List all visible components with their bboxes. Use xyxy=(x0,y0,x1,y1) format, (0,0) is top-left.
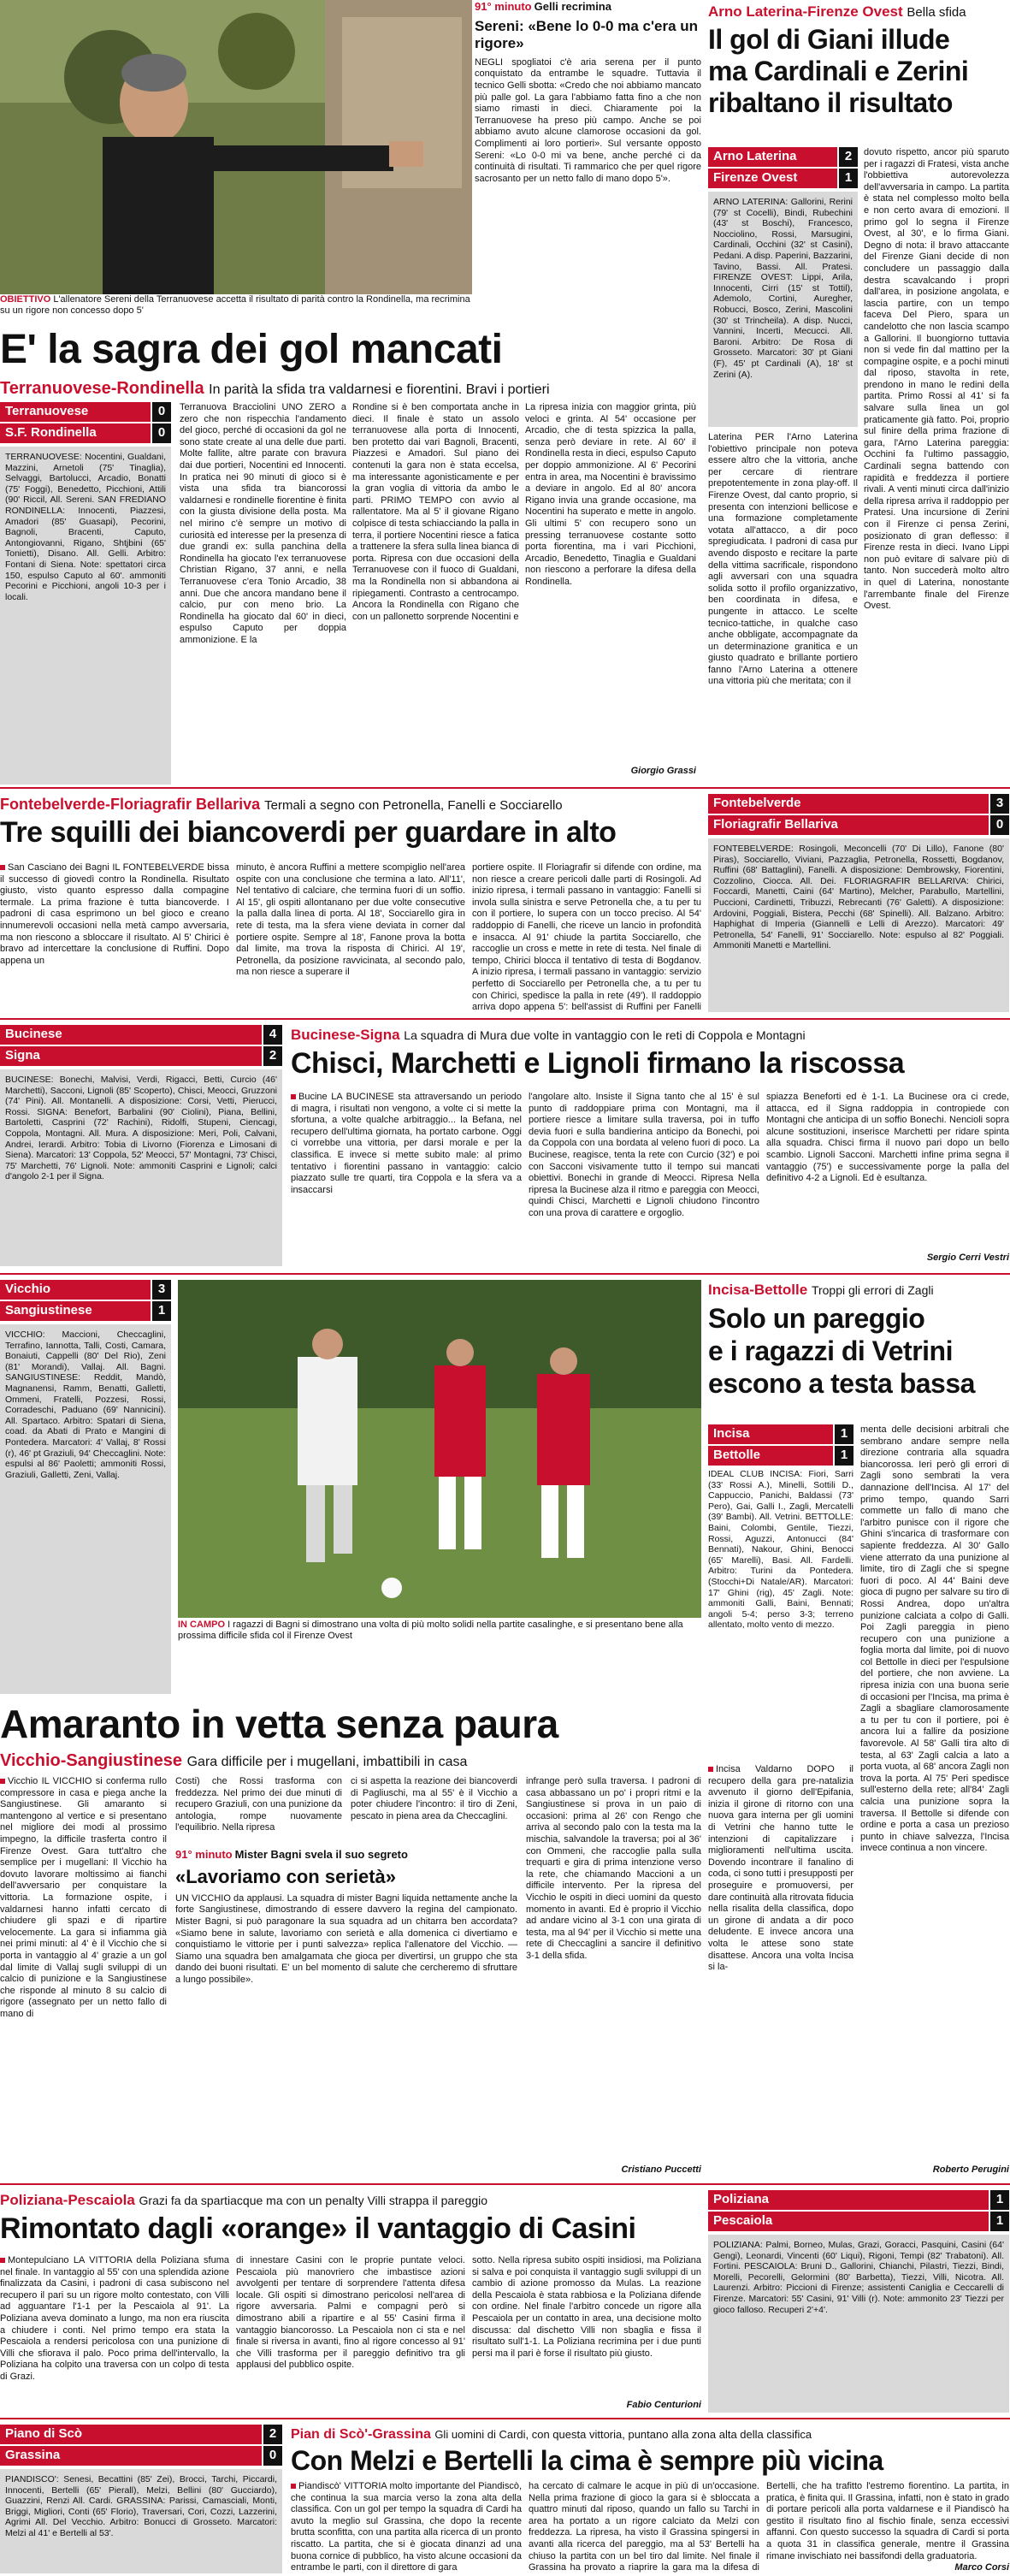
article-text: San Casciano dei Bagni IL FONTEBELVERDE bissa il successo di giovedì contro la Rondinella. Risultato giusto, visto quanto espresso dalla compagine termale. La prima frazione è tutta biancoverde. I padroni di casa esprimono un bel gioco e creano innumerevoli occasioni nella metà campo avversaria, ma non riescono a sbloccare il risultato. Al 5' Chirici è bravo ad intercettare la conclusione di Ruffini. Dopo appena un xyxy=(0,862,229,966)
scorebox-s1 xyxy=(0,402,171,445)
score-row xyxy=(0,1025,282,1045)
score-row xyxy=(708,1424,853,1444)
team-score: 1 xyxy=(990,2212,1009,2231)
sub-club-s5: Vicchio-Sangiustinese xyxy=(0,1751,183,1770)
sub-rest-s5: Gara difficile per i mugellani, imbattibili in casa xyxy=(186,1755,468,1769)
team-score: 1 xyxy=(835,1446,853,1466)
section-divider xyxy=(0,2418,1010,2419)
minute-label: 91° minuto xyxy=(475,0,532,13)
team-score: 2 xyxy=(263,1046,282,1066)
tabellino-s3: FONTEBELVERDE: Rosingoli, Meconcelli (70' Di Lillo), Fanone (80' Piras), Socciarello, Viviani, Pazzaglia, Petronella, Rossetti, Bogdanov, Ruffini (68' Battaglini), Fanelli. A disposizione: Dembrowsky, Fiorentini, Cozzolino, Ciocca. All. Dei. FLORIAGRAFIR BELLARIVA: Chirici, Foccardi, Manetti, Caini (64' Martino), Melcher, Parabullo, Martellini, Puccioni, Cardinetti, Tribuzzi, Rebrecanti (76' Galetti). A disposizione: Ardovini, Poggiali, Bistera, Pecchi (68' Spinelli). All. Balzano. Arbitro: Haphighat di Imperia (Giannelli e Lelli di Arezzo). Marcatori: 49' Petronella, 54' Fanelli, 91' Socciarello. Note: espulso al 82' Poggiali. Ammoniti Manetti e Martellini. xyxy=(708,838,1009,1012)
score-row xyxy=(708,815,1009,835)
kicker-s6 xyxy=(708,1280,1009,1300)
team-score: 1 xyxy=(990,2190,1009,2210)
article-col xyxy=(0,2255,229,2411)
team-name: Arno Laterina xyxy=(708,147,837,167)
side-text: UN VICCHIO da applausi. La squadra di mister Bagni liquida nettamente anche la forte Sangiustinese, dimostrando di essere davvero la regina del campionato. Mister Bagni, si può paragonare la sua squadra ad un chitarra ben accordata? «Siamo bene in salute, lavoriamo con serietà e alla domenica ci divertiamo e conquistiamo le vittorie per i punti salvezza» replica l'allenatore del Vicchio. — Siamo una squadra ben amalgamata che gioca per divertirsi, un gruppo che sta dando dei buoni risultati. E' un bel momento di salute che cercheremo di sfruttare a lungo possibile». xyxy=(175,1892,517,1985)
tabellino-s2: ARNO LATERINA: Gallorini, Rerini (79' st Cocelli), Bindi, Rubechini (43' st Boschi), Francesco, Nocciolino, Rossi, Marsugini, Cardinali, Occhini (32' st Casini), Pedani. A disp. Paperini, Bazzarini, Tavino, Bassi. All. Pratesi. FIRENZE OVEST: Lippi, Arila, Innocenti, Cirri (15' st Tottil), Ademolo, Cortini, Auregher, Robucci, Bosco, Zerini, Mascolini (30' st Trincheila). A disp. Nucci, Vannini, Incerti, Mecucci. All. Baroni. Arbitro: De Rosa di Grosseto. Marcatori: 30' pt Giani (F), 45' pt Cardinali (A), 18' st Zerini (A). xyxy=(708,192,858,427)
headline-s4: Chisci, Marchetti e Lignoli firmano la riscossa xyxy=(291,1047,905,1080)
scorebox-s6 xyxy=(708,1424,853,1467)
kicker-club-s2: Arno Laterina-Firenze Ovest xyxy=(708,3,903,20)
photo-caption xyxy=(0,294,472,320)
team-score: 0 xyxy=(263,2446,282,2466)
team-name: Firenze Ovest xyxy=(708,169,837,188)
match-photo xyxy=(178,1280,701,1618)
team-score: 1 xyxy=(835,1424,853,1444)
team-score: 4 xyxy=(263,1025,282,1045)
headline-line: Il gol di Giani illude xyxy=(708,24,950,55)
tabellino-s4: BUCINESE: Bonechi, Malvisi, Verdi, Rigacci, Betti, Curcio (46' Marchetti), Sacconi, Lignoli (85' Scoperto), Chisci, Meocci, Gruzzoni (74' Pini). All. Montanelli. A disposizione: Corsi, Vetti, Pierucci, Rossi. SIGNA: Benefort, Barbalini (90' Ciolini), Piana, Bellini, Bartoletti, Casprini (72' Rachini), Ridolfi, Stupeni, Ciencagi, Coppola, Montagni. All. Mura. A disposizione: Meri, Poli, Calvani, Andrei, Ierardi. Arbitro: Tobia di Livorno (Fiorenza e Limosani di Siena). Marcatori: 13' Coppola, 52' Meocci, 57' Montagni, 73' Chisci, 75' Marchetti, 76' Lignoli. Note: ammoniti Casprini e Lignoli; calci d'angolo 2-1 per il Signa. xyxy=(0,1069,282,1266)
scorebox-s2 xyxy=(708,147,858,190)
article-col: Bertelli, che ha trafitto l'estremo fiorentino. La partita, in pratica, è finita qui. Il Grassina, infatti, non è stato in grado di portare pericoli alla porta valdarnese e il Piandiscò ha gestito il risultato fino al fischio finale, senza eccessivi affanni. Con questo successo la squadra di Cardi si porta a quota 31 in classifica generale, mentre il Grassina rimane invischiato nei bassifondi della graduatoria. xyxy=(766,2481,1009,2561)
subheadline-s5 xyxy=(0,1750,701,1773)
score-row xyxy=(708,169,858,188)
article-col: Terranuova Bracciolini UNO ZERO a zero che non rispecchia l'andamento del gioco, perché di occasioni da gol ne sono state create al una delle due parti. Molte fallite, altre parate con bravura dai due portieri, Nocentini ed Innocenti. In pratica nei 90 minuti di gioco si è vista una sfida tra biancorossi valdarnesi e rondinelle fiorentine è finita con la giusta divisione della posta. Ma nel mirino c'è sempre un motivo di curiosità ed interesse per la presenza di due grandi ex: sulla panchina della Rondinella ha giocato l'ex terranuovese Christian Rigano, 37 anni, e nella Terranuovese c'era Tonio Arcadio, 38 anni. Due che ancora mandano bene il calcio, pur con meno brio. La Rondinella ha giocato dal 60' in dieci, espulso Caputo per doppia ammonizione. E la xyxy=(180,402,346,645)
article-col: di innestare Casini con le proprie puntate veloci. Pescaiola più manovriero che imbastisce azioni avvolgenti per tentare di sorprendere l'attenta difesa locale. Gli ospiti si dimostrano pericolosi nell'area di rigore avversaria. Palmi e compagni però si dimostrano abili a ripartire e al 55' Casini firma il vantaggio biancorosso. La Pescaiola non ci sta e nel finale si riversa in avanti, fino al rigore concesso al 91' che Villi trasforma per il pareggio definitivo tra gli applausi del pubblico ospite. xyxy=(236,2255,465,2371)
team-name: Vicchio xyxy=(0,1280,151,1300)
scorebox-s5 xyxy=(0,1280,171,1323)
headline-s8: Con Melzi e Bertelli la cima è sempre più vicina xyxy=(291,2445,883,2476)
photo-caption-label: OBIETTIVO xyxy=(0,294,51,305)
kicker-s7 xyxy=(0,2190,701,2211)
tabellino-s7: POLIZIANA: Palmi, Borneo, Mulas, Grazi, Goracci, Pasquini, Casini (64' Gengi), Leonardi, Vincenti (60' Liqui), Rigoni, Tempi (82' Trabatoni). All. Fortini. PESCAIOLA: Bruni D., Gallorini, Chianchi, Pilastri, Tiezzi, Bindi, Morelli, Pecorelli, Gelormini (80' Barbetta), Tiezzi, Villi, Nicotra. All. Laurenzi. Arbitro: Piccioni di Firenze; assistenti Caniglia e Ceccarelli di Firenze. Marcatori: 55' Casini, 91' Villi (r). Note: ammonito 23' Tiezzi per gioco falloso. Recuperi 2'+4'. xyxy=(708,2235,1009,2413)
article-text: Vicchio IL VICCHIO si conferma rullo compressore in casa e piega anche la Sangiustinese. Gli amaranto si mantengono al vertice e si presentano nel migliore dei modi al prossimo impegno, la difficile trasferta contro il Firenze Ovest. Gara tutt'altro che semplice per i mugellani: Il Vicchio ha dovuto lavorare moltissimo ai fianchi dell'avversario per conquistare la vittoria. La formazione ospite, i valdarnesi hanno infatti cercato di chiudere gli spazi e di ripartire velocemente. La gara si infiamma già nei primi minuti: al 4' è il Vicchio che si porta in vantaggio al 4' grazie a un gol dal limite di Vallaj sugli sviluppi di un calcio di punizione e la Sangiustinese che risponde al minuto 8 su calcio di rigore (assegnato per un netto fallo di mano di xyxy=(0,1776,167,2019)
score-row xyxy=(708,794,1009,814)
section-divider xyxy=(0,2183,1010,2185)
kicker-rest-s4: La squadra di Mura due volte in vantaggio con le reti di Coppola e Montagni xyxy=(404,1028,806,1042)
headline-s3: Tre squilli dei biancoverdi per guardare in alto xyxy=(0,816,617,849)
article-col: infrange però sulla traversa. I padroni di casa abbassano un po' i propri ritmi e la Sangiustinese si prova in un paio di occasioni: prima al 26' con Rengo che arriva al secondo palo con la testa ma la mischia, salvandole la traversa; poi al 36' con Ommeni, che raccoglie palla sulla trequarti e gira di prima intenzione verso la rete, che chiamando Maccioni a un difficile intervento. Per la ripresa del Vicchio le ospiti in dieci uomini da questo momento in avanti. Ed è proprio il Vicchio ad andare vicino al 3-1 con una girata di testa, ma al 94' per il Vicchio si mette una rete di Checcaglini a sancire il definitivo 3-1 della sfida. xyxy=(526,1776,701,1961)
team-name: Incisa xyxy=(708,1424,833,1444)
headline-s6 xyxy=(708,1302,1009,1400)
article-text: Piandiscò' VITTORIA molto importante del Piandiscò, che continua la sua marcia verso la zona alta della classifica. Con un gol per tempo la squadra di Cardi ha avuto la meglio sul Grassina, che dopo la recente brutta sconfitta, con una partita alla ricerca di un pronto riscatto. La partita, che si è giocata dinanzi ad una buona cornice di pubblico, ha visto alcune occasioni da entrambe le parti, con il direttore di gara xyxy=(291,2481,522,2573)
score-row xyxy=(0,2425,282,2444)
score-row xyxy=(0,402,171,422)
author: Fabio Centurioni xyxy=(626,2400,701,2410)
photo-caption xyxy=(178,1620,701,1647)
headline-s1: E' la sagra dei gol mancati xyxy=(0,327,503,372)
kicker-rest-s2: Bella sfida xyxy=(907,5,966,20)
kicker-club-s3: Fontebelverde-Floriagrafir Bellariva xyxy=(0,796,261,813)
article-col: ci si aspetta la reazione dei biancoverdi di Pagliuschi, ma al 55' è il Vicchio a poter chiudere l'incontro: il tiro di Zeni, pescato in piena area da Checcaglini. xyxy=(351,1776,517,1821)
kicker-s3 xyxy=(0,794,701,816)
square-bullet-icon xyxy=(0,1779,5,1784)
side-quote: Sereni: «Bene lo 0-0 ma c'era un rigore» xyxy=(475,17,699,51)
team-name: Pescaiola xyxy=(708,2212,989,2231)
article-col: dovuto rispetto, ancor più sparuto per i ragazzi di Fratesi, vista anche l'obbiettiva autorevolezza dell'avversaria in campo. La partita è stata nel complesso molto bella e non certo avara di emozioni. Il primo gol lo segna il Firenze Ovest, al 30', e lo firma Giani. Degno di nota: il bravo attaccante del Firenze Giani decide di non concludere un passaggio dalla destra scavalcando i propri dall'area, in posizione angolata, e lascia partire, con un tempo faceva Del Piero, spara un candelotto che non lascia scampo a Gallorini. Il buongiorno tuttavia non si vede fin dal mattino per la compagine ospite, e a pochi minuti dal riposo, stavolta in rete, prendono in mano le redini della partita. Primo Rossi al 41' si fa salvare sulla linea un gol praticamente già fatto. Poi, proprio sul finire della prima frazione di gara, l'Arno Laterina pareggia: Occhini fa l'ultimo passaggio, Cardinali segna battendo con rapidità e freddezza il portiere rivali. A venti minuti circa dall'inizio della ripresa arriva il raddoppio per Pratesi. Una incursione di Zerini con il Firenze ci pensa Zerini, posizionato di gran deflesso: il Firenze resta in dieci. Ivano Lippi non può evitare di salvare più di tanto. Non succederà molto altro in quel di Laterina, nonostante l'arrembante finale del Firenze Ovest. xyxy=(864,147,1009,612)
photo-caption-text: I ragazzi di Bagni si dimostrano una volta di più molto solidi nella partite casalinghe, e si presentano bene alla prossima difficile sfida col il Firenze Ovest xyxy=(178,1620,683,1642)
headline-line: ma Cardinali e Zerini xyxy=(708,56,969,86)
headline-line: escono a testa bassa xyxy=(708,1368,975,1399)
headline-line: Solo un pareggio xyxy=(708,1303,925,1334)
score-row xyxy=(0,1046,282,1066)
team-name: Floriagrafir Bellariva xyxy=(708,815,989,835)
kicker-s2 xyxy=(708,2,1009,23)
sub-club-s1: Terranuovese-Rondinella xyxy=(0,379,204,398)
scorebox-s3 xyxy=(708,794,1009,837)
team-name: Signa xyxy=(0,1046,262,1066)
article-col: menta delle decisioni arbitrali che sembrano andare sempre nella direzione contraria alla squadra biancorossa. Ieri però gli errori di Zagli sono sembrati la vera dannazione dell'Incisa. Al 17' del primo tempo, quando Sarri commette un fallo di mano che l'arbitro punisce con il rigore che Ghini s'incarica di trasformare con sapiente freddezza. Al 30' Gallo viene atterrato da una punizione al limite, tiro di Zagli che si spegne fuori di poco. Al 44' Baini deve gioca di pugno per salvare su tiro di Rossi Andrea, dopo un'altra punizione calciata a colpo di Galli. Poi Zagli pareggia in pieno recupero con una punizione a foglia morta dal limite, poi di nuovo col Bettolle in dieci per l'espulsione del portiere, che non avviene. La ripresa inizia con una buona serie di occasioni per l'Incisa, ma prima è Zagli a sbagliare clamorosamente a tu per tu con il portiere, poi è ancora lui a fallire da posizione favorevole. Al 58' Galli tira alto di testa, al 63' Zagli calcia a lato a porta vuota, al 68' ancora Zagli non trova la porta. Al 75' Peri spedisce sull'esterno della rete; all'84' Zagli calcia una punizione sopra la traversa. Il Bettolle si difende con ordine e porta a casa un prezioso punto in chiave salvezza, l'Incisa invece continua a non vincere. xyxy=(860,1424,1009,1854)
photo-caption-label: IN CAMPO xyxy=(178,1620,225,1630)
side-quote: «Lavoriamo con serietà» xyxy=(175,1865,397,1887)
author: Sergio Cerri Vestri xyxy=(926,1252,1009,1263)
score-row xyxy=(0,423,171,443)
team-score: 3 xyxy=(990,794,1009,814)
headline-s2 xyxy=(708,24,1009,119)
article-col: ha cercato di calmare le acque in più di un'occasione. Nella prima frazione di gioco la gara si è sbloccata a quattro minuti dal riposo, quando un fallo su Tarchi in area ha portato a un rigore calciato da Melzi con freddezza. La ripresa, ha visto il Grassina spingersi in avanti alla ricerca del pareggio, ma al 53' Bertelli ha chiuso la partita con un bel tiro dal limite. Nel finale il Grassina ha provato a riaprire la gara ma la difesa di xyxy=(529,2481,759,2573)
square-bullet-icon xyxy=(291,2484,296,2489)
article-text: Montepulciano LA VITTORIA della Poliziana sfuma nel finale. In vantaggio al 55' con una splendida azione finalizzata da Casini, i padroni di casa subiscono nel recupero il pari su un rigore molto contestato, con Villi ad agguantare l'1-1 per la Pescaiola al 91'. La Poliziana aveva dominato a lungo, ma non era riuscita a chiudere i conti. Nel primo tempo era stata la Pescaiola a rendersi pericolosa con una punizione di Villi che sfiorava il palo. Poco prima dell'intervallo, la Poliziana ha colpito una traversa con un colpo di testa di Grazi. xyxy=(0,2255,229,2382)
article-col: Laterina PER l'Arno Laterina l'obiettivo principale non poteva essere altro che la vittoria, anche per cercare di rientrare prepotentemente in zona play-off. Il Firenze Ovest, dal canto proprio, si presenta con intenzioni bellicose e una formazione completamente votata all'attacco, a dir poco spregiudicata. I padroni di casa pur avendo disposto e recitare la parte della vittima sacrificale, rispondono agli avversari con una squadra solida sotto il profilo organizzativo, ben coordinata in difesa, e pungente in attacco. Le scelte tecnico-tattiche, in qualche caso anche obbligate, accompagnate da un determinazione granitica e un giusto quadrato e brillante portiero fanno l'Arno Laterina a ottenere una vittoria più che meritata; con il xyxy=(708,432,858,687)
score-row xyxy=(708,1446,853,1466)
article-col: portiere ospite. Il Floriagrafir si difende con ordine, ma non riesce a creare pericoli dalle parti di Rosingoli. Ad inizio ripresa, i termali passano in vantaggio: Fanelli si invola sulla sinistra e serve Petronella che, a tu per tu con il portiere, lo supera con un tocco preciso. Al 54' raddoppio di Fanelli, che riceve un lancio in profondità e insacca. Al 91' chiude la partita Socciarello, che raccoglie un cross e mette in rete di testa. Nel finale di tempo, Chirici blocca il tentativo di testa di Bogdanov. A inizio ripresa, i termali passano in vantaggio: servizio perfetto di Socciarello per Petronella che, a tu per tu con Chirici, spedisce la palla in rete (49'). Il raddoppio arriva dopo appena 5': bell'assist di Ruffini per Fanelli xyxy=(472,862,701,1012)
team-score: 3 xyxy=(152,1280,171,1300)
score-row xyxy=(0,2446,282,2466)
headline-line: ribaltano il risultato xyxy=(708,87,953,118)
kicker-club-s7: Poliziana-Pescaiola xyxy=(0,2192,135,2208)
team-name: Grassina xyxy=(0,2446,262,2466)
team-score: 0 xyxy=(152,423,171,443)
tabellino-s8: PIANDISCO': Senesi, Becattini (85' Zei), Brocci, Tarchi, Piccardi, Innocenti, Bertelli (65' Pierall), Melzi, Bellini (80' Gucciardo), Guazzini, Renzi All. Cardi. GRASSINA: Parissi, Camasciali, Monti, Briggi, Migliori, Conti (65' Florio), Traversari, Cori, Cozzi, Lazzerini, Agrimi All. Del Vecchio. Arbitro: Bonucci di Grosseto. Marcatori: Melzi al 41' e Bertelli al 53'. xyxy=(0,2469,282,2573)
article-col: La ripresa inizia con maggior grinta, più veloci e grinta. Al 54' occasione per Arcadio, che di testa spizzica la palla, senza però deviare in rete. Al 60' il Rondinella resta in dieci, espulso Caputo per doppio ammonizione. Al 6' Pecorini entra in area, ma Nocentini è bravissimo a deviare in angolo. Ed al 80' ancora Rigano invia una grande occasione, ma Nocentini ha superato e mette in angolo. Gli ultimi 5' con recupero sono un pressing terranuovese costante sotto porta fiorentina, ma i vari Picchioni, Arcadio, Benedetto, Tinaglia e Gualdani non riescono a perforare la difesa della Rondinella. xyxy=(525,402,696,587)
author: Roberto Perugini xyxy=(932,2164,1009,2175)
headline-s7: Rimontato dagli «orange» il vantaggio di Casini xyxy=(0,2212,636,2245)
minute-label: 91° minuto xyxy=(175,1848,233,1861)
score-row xyxy=(708,2190,1009,2210)
article-col xyxy=(291,2481,522,2573)
team-score: 1 xyxy=(839,169,858,188)
minute-name: Gelli recrimina xyxy=(534,0,611,13)
section-divider xyxy=(0,1273,1010,1275)
team-name: Terranuovese xyxy=(0,402,151,422)
minute-name: Mister Bagni svela il suo segreto xyxy=(234,1848,408,1861)
article-col xyxy=(0,862,229,1012)
article-col: sotto. Nella ripresa subito ospiti insidiosi, ma Poliziana si salva e poi conquista il vantaggio sugli sviluppi di un cambio di azione promosso da Mulas. La reazione della Pescaiola è stata rabbiosa e la Poliziana difende con ordine. Nel finale l'arbitro concede un rigore alla Pescaiola per un contatto in area, una decisione molto discussa: dal dischetto Villi non sbaglia e fissa il risultato sull'1-1. La Poliziana recrimina per i due punti persi ma il pari è forse il risultato più giusto. xyxy=(472,2255,701,2359)
scorebox-s4 xyxy=(0,1025,282,1068)
article-col xyxy=(0,1776,167,2178)
square-bullet-icon xyxy=(0,865,5,870)
headline-s5: Amaranto in vetta senza paura xyxy=(0,1702,558,1746)
tabellino-s6: IDEAL CLUB INCISA: Fiori, Sarri (33' Rossi A.), Minelli, Sottili D., Cappuccio, Panichi, Baldassi (73' Pero), Gai, Galli I., Zagli, Mercatelli (39' Bambi). All. Vetrini. BETTOLLE: Baini, Colombi, Gentile, Tiezzi, Rossi, Aguzzi, Antonucci (84' Bennati), Nakour, Ghini, Benocci (65' Marelli), Basi. All. Fardelli. Arbitro: Turini da Pontedera. (Stocchi+Di Natale/AR). Marcatori: 17' Ghini (rig), 45' Zagli. Note: ammoniti Galli, Baini, Bennati; angoli 5-4; perso 3-3; terreno allentato, molto vento di mezzo. xyxy=(708,1469,853,1760)
kicker-rest-s6: Troppi gli errori di Zagli xyxy=(811,1283,934,1297)
team-name: Bucinese xyxy=(0,1025,262,1045)
square-bullet-icon xyxy=(291,1094,296,1099)
team-name: Piano di Scò xyxy=(0,2425,262,2444)
article-text: Incisa Valdarno DOPO il recupero della gara pre-natalizia avvenuto il giorno dell'Epifania, inizia il girone di ritorno con una nuova gara interna per gli uomini di Vetrini che hanno tutte le intenzioni di capitalizzare i miglioramenti nell'ultima uscita. Dovendo incontrare il fanalino di coda, ci sono tutti i presupposti per proseguire e promuoversi, per dare continuità alla ritrovata fiducia nella risalita della classifica, dopo un girone di andata a dir poco deludente. E invece ancora una volta le attese sono state disattese. Ancora una volta Incisa si la- xyxy=(708,1764,853,1973)
tabellino-s5: VICCHIO: Maccioni, Checcaglini, Terrafino, Iannotta, Talli, Costi, Camara, Bonaiuti, Cappelli (80' Del Rio), Zeni (81' Morandi), Vallaj. All. Bagni. SANGIUSTINESE: Reddit, Mandò, Magnanensi, Ramm, Benatti, Galletti, Ommeni, Fratelli, Pozzesi, Rossi, Corradeschi, Paduano (69' Nannicini). All. Spartaco. Arbitro: Spatari di Siena, coad. da Abati di Prato e Mangini di Pontedera. Marcatori: 4' Vallaj, 8' Rossi (r), 46' pt Graziuli, 94' Checcaglini. Note: espulsi al 86' Paoletti; ammoniti Rossi, Graziuli, Galletti, Zeni, Vallaj. xyxy=(0,1324,171,1694)
article-col: minuto, è ancora Ruffini a mettere scompiglio nell'area ospite con una conclusione che termina a lato. All'11', Nel tentativo di calciare, che termina fuori di un soffio. Al 15', gli ospiti allontanano per due volte consecutive la palla dalla linea di porta. Al 18', Socciarello gira in rete di testa, ma la sfera viene deviata in corner dal portiere ospite. Sempre al 18', Fanone prova la botta dal limite, ma trova la risposta di Chirici. Al 19', Petronella, da posizione ravvicinata, al secondo palo, ma non riesce a superare il xyxy=(236,862,465,978)
article-col: spiazza Beneforti ed è 1-1. La Bucinese ora ci crede, attacca, ed il Signa raddoppia in contropiede con Montagni che anticipa di un soffio Bonechi. Nencioli sopra alcune sostituzioni, inserisce Marchetti per ridare spinta alla squadra. Chisci firma il nuovo pari dopo un bello scambio. Lignoli Sacconi. Marchetti infine prima segna il vantaggio (75') e successivamente porge la palla del definitivo 4-2 a Lignoli. Ed è esultanza. xyxy=(766,1092,1009,1184)
kicker-rest-s3: Termali a segno con Petronella, Fanelli e Socciarello xyxy=(264,798,563,813)
article-text: Bucine LA BUCINESE sta attraversando un periodo di magra, i risultati non vengono, a volte ci si mette la sfortuna, a volte qualche arbitraggio... la Befana, nel recupero dell'ultima giornata, ha portato carbone. Oggi ci vorrebbe una vittoria, per darsi morale e per la classifica. E invece si mette subito male: al primo tentativo i fiorentini passano in vantaggio: calcio piazzato sulle tre quarti, tira Coppola e la sfera va a insaccarsi xyxy=(291,1092,522,1195)
kicker-s4 xyxy=(291,1025,1009,1045)
author: Cristiano Puccetti xyxy=(621,2164,701,2175)
team-name: S.F. Rondinella xyxy=(0,423,151,443)
kicker-club-s6: Incisa-Bettolle xyxy=(708,1282,808,1298)
score-row xyxy=(0,1301,171,1321)
section-divider xyxy=(0,1018,1010,1020)
side-text: NEGLI spogliatoi c'è aria serena per il punto conquistato da entrambe le squadre. Tuttavia il tecnico Gelli sbotta: «Credo che noi abbiamo mancato più palle gol. La gara l'abbiamo fatta fino a che non siamo rimasti in dieci. Chiaramente poi la Terranuovese ha preso più campo. Anche se poi abbiamo avuto alcune clamorose occasioni da gol. Complimenti ai loro portieri». Sul versante opposto Sereni: «Lo 0-0 mi va bene, anche perché ci da continuità di risultati. Ti rammarico che per quel rigore sacrosanto per un netto fallo di mano dopo 5'». xyxy=(475,56,701,184)
score-row xyxy=(708,147,858,167)
team-name: Bettolle xyxy=(708,1446,833,1466)
side-box-91 xyxy=(475,0,701,282)
photo-caption-text: L'allenatore Sereni della Terranuovese accetta il risultato di parità contro la Rondinella, ma recrimina su un rigore non concesso dopo 5' xyxy=(0,294,470,317)
author: Marco Corsi xyxy=(954,2562,1009,2573)
article-col: Costi) che Rossi trasforma con freddezza. Nel primo dei due minuti di recupero Graziuli, con una punizione da antologia, rompe nuovamente l'equilibrio. Nella ripresa xyxy=(175,1776,342,1833)
kicker-rest-s8: Gli uomini di Cardi, con questa vittoria, puntano alla zona alta della classifica xyxy=(434,2428,812,2441)
kicker-s8 xyxy=(291,2425,1009,2445)
scorebox-s8 xyxy=(0,2425,282,2467)
score-row xyxy=(708,2212,1009,2231)
headline-line: e i ragazzi di Vetrini xyxy=(708,1335,953,1366)
sub-rest-s1: In parità la sfida tra valdarnesi e fiorentini. Bravi i portieri xyxy=(209,382,550,397)
tabellino-s1: TERRANUOVESE: Nocentini, Gualdani, Mazzini, Arnetoli (75' Tinaglia), Selvaggi, Bartolucci, Arcadio, Bonatti (75' Foggi), Benedetto, Picchioni, Attili (90' Riccil, All. Sereni. SAN FREDIANO RONDINELLA: Innocenti, Piazzesi, Amadori (85' Guasapi), Pecorini, Bagnoli, Bracenti, Caputo, Antongiovanni, Rigano, Shtjbini (65' Tonietti), Disano. All. Gelli. Arbitro: Fontani di Siena. Note: spettatori circa 150, espulso Caputo al 60'. ammoniti Pecorini e Picchioni, angoli 10-3 per i locali. xyxy=(0,447,171,785)
article-col: Rondine si è ben comportata anche in dieci. Il finale è stato un assolo terranuovese alla porta di Innocenti, ben protetto dai vari Bagnoli, Bracenti, Piazzesi e Amadori. Sul piano dei contenuti la gara non è stata eccelsa, ma interessante agonisticamente e per la gran voglia di vittoria da ambo le parti. PRIMO TEMPO con avvio al rallentatore. Ma al 5' il giovane Rigano colpisce di testa schiacciando la palla in terra, il portiere Nocentini riesce a fatica a trattenere la sfera sulla linea bianca di porta. Ripresa con due occasioni della Terranuovese con il fuoco di Gualdani, ma la Rondinella non si abbandona ai ripiegamenti. Contrasto a centrocampo. Ancora la Rondinella con Rigano che con un pallonetto sorprende Nocentini e xyxy=(352,402,519,622)
kicker-club-s4: Bucinese-Signa xyxy=(291,1027,400,1043)
team-score: 0 xyxy=(152,402,171,422)
score-row xyxy=(0,1280,171,1300)
scorebox-s7 xyxy=(708,2190,1009,2233)
article-col xyxy=(708,1764,853,2175)
coach-photo-image xyxy=(0,0,472,295)
team-score: 2 xyxy=(263,2425,282,2444)
square-bullet-icon xyxy=(0,2258,5,2263)
team-name: Sangiustinese xyxy=(0,1301,151,1321)
square-bullet-icon xyxy=(708,1767,713,1772)
kicker-club-s8: Pian di Scò'-Grassina xyxy=(291,2427,431,2442)
team-score: 0 xyxy=(990,815,1009,835)
team-score: 2 xyxy=(839,147,858,167)
author: Giorgio Grassi xyxy=(630,766,696,776)
subheadline-s1 xyxy=(0,378,701,400)
article-col: l'angolare alto. Insiste il Signa tanto che al 15' è sul punto di raddoppiare prima con Montagni, ma il portiere riesce a limitare sulla traversa, poi in tuffo devia fuori e sulla bandierina anticipo da Bonechi, poi da Coppola con una bordata al veleno fuori di poco. La Bucinese, reagisce, tenta la rete con Curcio (32') e poi con Sacconi visivamente tutto il tempo sui mancati obiettivi. Bonechi in grande di Meocci. Ripresa Nella ripresa la Bucinese alza il ritmo e pareggia con Meocci, quindi Chisci, Marchetti e Lignoli chiudono l'incontro con una prova di carattere e orgoglio. xyxy=(529,1092,759,1218)
team-score: 1 xyxy=(152,1301,171,1321)
team-name: Poliziana xyxy=(708,2190,989,2210)
kicker-rest-s7: Grazi fa da spartiacque ma con un penalty Villi strappa il pareggio xyxy=(139,2194,488,2207)
article-col xyxy=(291,1092,522,1267)
coach-photo xyxy=(0,0,472,295)
section-divider xyxy=(0,787,1010,789)
side-box-91-s5 xyxy=(175,1848,517,2178)
team-name: Fontebelverde xyxy=(708,794,989,814)
match-photo-image xyxy=(178,1280,701,1618)
